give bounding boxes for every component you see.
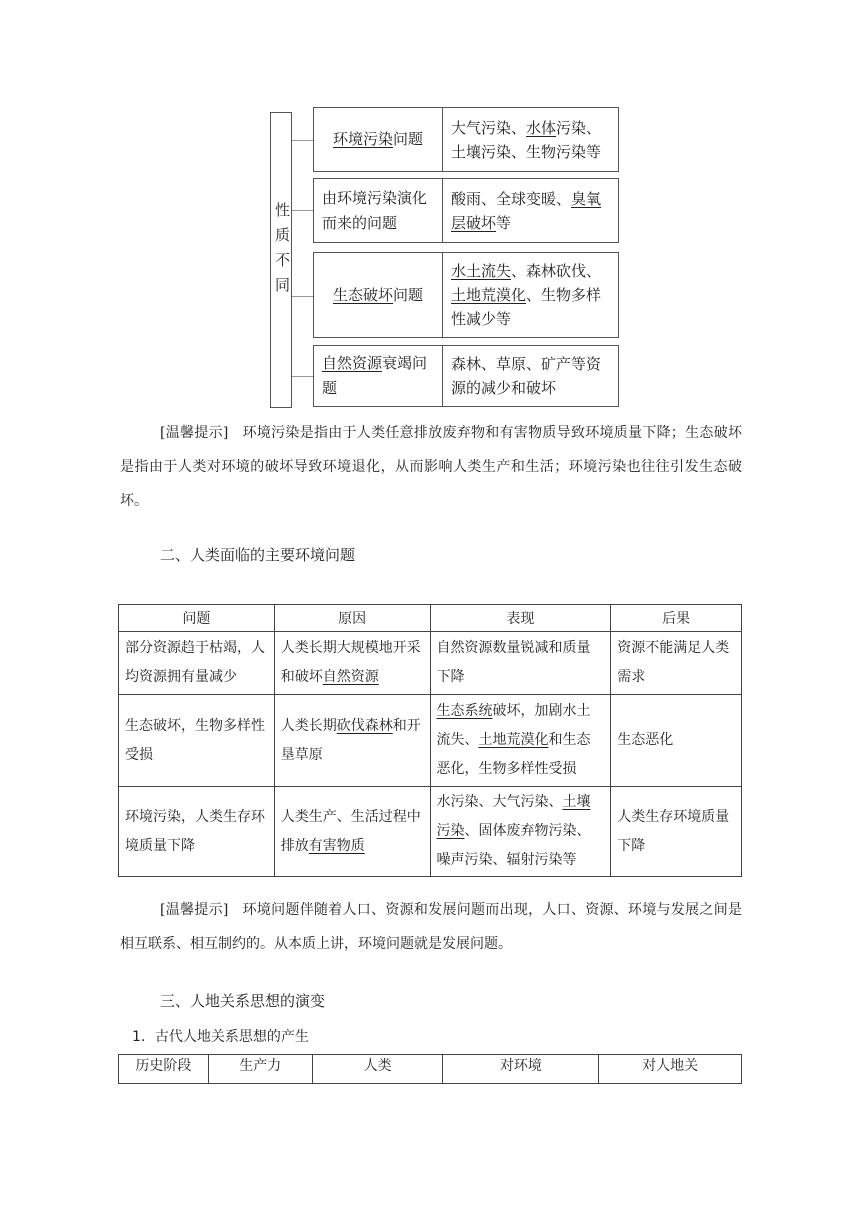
table-row [119, 695, 742, 787]
underlined-text: 土地荒漠化 [478, 732, 549, 748]
text-segment: 污染、 [556, 118, 602, 137]
table-row [119, 787, 742, 877]
table-cell [611, 632, 742, 695]
underlined-text: 水体 [526, 118, 557, 137]
subsection-heading: 1．古代人地关系思想的产生 [132, 1029, 309, 1045]
table-header: 后果 [611, 605, 742, 632]
text-segment: 和生态恶化，生物多样性受损 [436, 732, 591, 777]
ancient-thought-table [118, 1054, 742, 1084]
text-segment: 破坏，加剧水土流失、 [436, 703, 591, 748]
tip-tag: [温馨提示] [160, 902, 229, 918]
underlined-text: 臭氧层破坏 [451, 189, 602, 232]
section-heading: 三、人地关系思想的演变 [160, 992, 326, 1010]
table-header: 历史阶段 [119, 1055, 209, 1084]
diagram-row [313, 345, 619, 407]
diagram-row [313, 252, 619, 338]
diagram-group-label [275, 198, 289, 298]
table-header: 生产力 [208, 1055, 312, 1084]
text-segment: 和开垦草原 [280, 717, 421, 763]
table-header: 原因 [274, 605, 430, 632]
group-char: 不 [275, 251, 291, 269]
text-segment: 生态破坏，生物多样性受损 [125, 717, 265, 763]
diagram-row-examples [443, 108, 618, 171]
connector-line [292, 210, 313, 211]
diagram-row-examples [443, 253, 618, 337]
tip-text: 环境污染是指由于人类任意排放废弃物和有害物质导致环境质量下降；生态破坏是指由于人类对环境的破坏导致环境退化，从而影响人类生产和生活；环境污染也往往引发生态破坏。 [120, 425, 742, 509]
underlined-text: 土地荒漠化 [451, 286, 527, 304]
text-segment: 资源不能满足人类需求 [617, 640, 730, 685]
text-segment: 森林、草原、矿产等资源的减少和破坏 [451, 355, 602, 397]
diagram-row-category [314, 179, 443, 242]
tip-paragraph [120, 416, 742, 518]
text-segment: 自然资源数量锐减和质量下降 [436, 640, 591, 685]
group-char: 同 [275, 276, 291, 294]
table-header-row [119, 605, 742, 632]
table-cell [274, 787, 430, 877]
section-heading: 二、人类面临的主要环境问题 [160, 546, 356, 564]
table-header-row [119, 1055, 742, 1084]
text-segment: 大气污染、 [451, 118, 527, 137]
diagram-row-examples [443, 346, 618, 406]
text-segment: 由环境污染演化而来的问题 [322, 188, 428, 232]
underlined-text: 自然资源 [322, 354, 383, 372]
table-cell [430, 695, 611, 787]
text-segment: 土壤污染、生物污染等 [451, 142, 602, 161]
underlined-text: 砍伐森林 [336, 717, 393, 734]
text-segment: 水污染、大气污染、 [436, 794, 563, 810]
group-char: 质 [275, 226, 291, 244]
underlined-text: 有害物质 [308, 837, 365, 854]
text-segment: 人类生存环境质量下降 [617, 808, 730, 854]
connector-line [292, 376, 313, 377]
underlined-text: 土壤污染 [436, 794, 591, 839]
text-segment: 生态恶化 [617, 732, 674, 748]
table-cell [119, 632, 275, 695]
text-segment: 衰竭问题 [322, 354, 428, 397]
tip-paragraph [120, 893, 742, 961]
table-header: 表现 [430, 605, 611, 632]
tip-tag: [温馨提示] [160, 425, 229, 441]
text-segment: 、生物多样性减少等 [451, 286, 602, 328]
table-cell [274, 695, 430, 787]
text-segment: 部分资源趋于枯竭，人均资源拥有量减少 [125, 640, 265, 685]
text-segment: 人类长期大规模地开采和破坏 [280, 640, 421, 685]
table-header: 对人地关 [599, 1055, 742, 1084]
table-cell [430, 787, 611, 877]
diagram-row-examples [443, 179, 618, 242]
connector-line [292, 296, 313, 297]
group-char: 性 [275, 201, 291, 219]
diagram-row-category [314, 253, 443, 337]
table-cell [611, 787, 742, 877]
text-segment: 、森林砍伐、 [511, 262, 602, 280]
text-segment: 酸雨、全球变暖、 [451, 189, 572, 208]
table-cell [119, 695, 275, 787]
underlined-text: 生态系统 [436, 703, 493, 719]
text-segment: 、固体废弃物污染、噪声污染、辐射污染等 [436, 823, 591, 868]
table-header: 对环境 [443, 1055, 599, 1084]
underlined-text: 生态破坏 [332, 285, 393, 304]
diagram-row-category [314, 108, 443, 171]
table-cell [119, 787, 275, 877]
table-cell [274, 632, 430, 695]
text-segment: 问题 [393, 130, 424, 148]
text-segment: 人类长期 [280, 717, 337, 734]
underlined-text: 自然资源 [322, 669, 379, 685]
connector-line [292, 140, 313, 141]
text-segment: 环境污染，人类生存环境质量下降 [125, 808, 265, 854]
text-segment: 等 [496, 213, 512, 232]
diagram-row [313, 178, 619, 243]
table-header: 问题 [119, 605, 275, 632]
text-segment: 问题 [393, 285, 424, 304]
environment-problems-table [118, 604, 742, 877]
diagram-row [313, 107, 619, 172]
underlined-text: 水土流失 [451, 262, 512, 280]
diagram-row-category [314, 346, 443, 406]
underlined-text: 环境污染 [332, 130, 393, 148]
table-cell [611, 695, 742, 787]
text-segment: 人类生产、生活过程中排放 [280, 808, 421, 854]
tip-text: 环境问题伴随着人口、资源和发展问题而出现，人口、资源、环境与发展之间是相互联系、相互制约的。从本质上讲，环境问题就是发展问题。 [120, 902, 742, 952]
table-header: 人类 [312, 1055, 443, 1084]
table-cell [430, 632, 611, 695]
table-row [119, 632, 742, 695]
